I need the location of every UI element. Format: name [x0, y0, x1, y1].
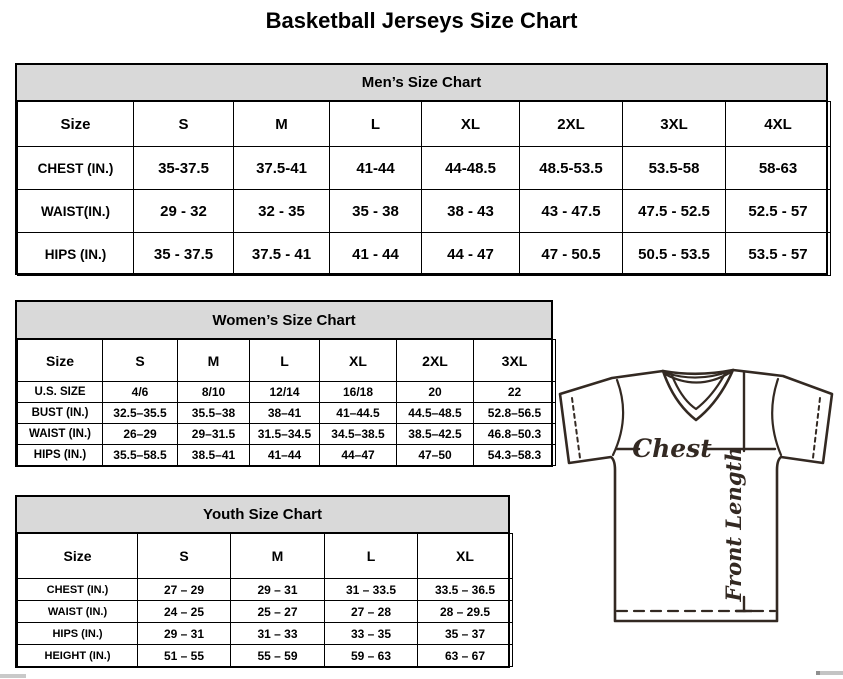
- column-header: XL: [422, 102, 520, 147]
- table-cell: 20: [397, 382, 474, 403]
- table-cell: 58-63: [726, 147, 831, 190]
- table-row: [18, 579, 513, 601]
- womens-size-chart: [15, 300, 553, 467]
- table-cell: 38.5–41: [178, 445, 250, 466]
- table-cell: 28 – 29.5: [418, 601, 513, 623]
- table-cell: 44-48.5: [422, 147, 520, 190]
- row-label: U.S. SIZE: [18, 382, 103, 403]
- table-row: [18, 601, 513, 623]
- size-header-row: [18, 340, 556, 382]
- table-cell: 26–29: [103, 424, 178, 445]
- column-header: S: [134, 102, 234, 147]
- table-cell: 32.5–35.5: [103, 403, 178, 424]
- mens-chart-table: [17, 101, 831, 276]
- table-cell: 31 – 33.5: [325, 579, 418, 601]
- table-cell: 27 – 29: [138, 579, 231, 601]
- table-cell: 52.8–56.5: [474, 403, 556, 424]
- row-label: WAIST(IN.): [18, 190, 134, 233]
- jersey-measurement-diagram: [553, 353, 843, 631]
- table-cell: 43 - 47.5: [520, 190, 623, 233]
- column-header: XL: [320, 340, 397, 382]
- table-cell: 47–50: [397, 445, 474, 466]
- table-cell: 38–41: [250, 403, 320, 424]
- table-cell: 29 – 31: [138, 623, 231, 645]
- table-row: [18, 147, 831, 190]
- column-header: 3XL: [474, 340, 556, 382]
- chest-label: Chest: [632, 434, 712, 463]
- table-cell: 53.5-58: [623, 147, 726, 190]
- table-cell: 46.8–50.3: [474, 424, 556, 445]
- table-cell: 22: [474, 382, 556, 403]
- row-label: HIPS (IN.): [18, 623, 138, 645]
- table-cell: 54.3–58.3: [474, 445, 556, 466]
- table-cell: 16/18: [320, 382, 397, 403]
- table-cell: 32 - 35: [234, 190, 330, 233]
- table-cell: 41–44.5: [320, 403, 397, 424]
- column-header: L: [330, 102, 422, 147]
- mens-chart-title: Men’s Size Chart: [17, 65, 826, 101]
- table-cell: 4/6: [103, 382, 178, 403]
- right-armhole-seam: [772, 379, 781, 455]
- row-label: BUST (IN.): [18, 403, 103, 424]
- column-header: Size: [18, 534, 138, 579]
- table-cell: 48.5-53.5: [520, 147, 623, 190]
- youth-chart-table: [17, 533, 513, 667]
- left-armhole-seam: [613, 380, 623, 455]
- table-cell: 29–31.5: [178, 424, 250, 445]
- column-header: 2XL: [397, 340, 474, 382]
- table-cell: 31 – 33: [231, 623, 325, 645]
- table-cell: 47 - 50.5: [520, 233, 623, 276]
- window-edge-fragment-right: [816, 671, 843, 675]
- table-cell: 50.5 - 53.5: [623, 233, 726, 276]
- size-header-row: [18, 102, 831, 147]
- table-cell: 24 – 25: [138, 601, 231, 623]
- table-cell: 47.5 - 52.5: [623, 190, 726, 233]
- table-cell: 29 – 31: [231, 579, 325, 601]
- column-header: XL: [418, 534, 513, 579]
- column-header: M: [234, 102, 330, 147]
- table-cell: 44–47: [320, 445, 397, 466]
- table-cell: 29 - 32: [134, 190, 234, 233]
- column-header: 3XL: [623, 102, 726, 147]
- table-cell: 37.5 - 41: [234, 233, 330, 276]
- window-edge-fragment-left: [0, 674, 26, 678]
- size-header-row: [18, 534, 513, 579]
- column-header: S: [103, 340, 178, 382]
- column-header: Size: [18, 102, 134, 147]
- table-cell: 37.5-41: [234, 147, 330, 190]
- column-header: M: [231, 534, 325, 579]
- table-cell: 33.5 – 36.5: [418, 579, 513, 601]
- youth-size-chart: [15, 495, 510, 668]
- column-header: Size: [18, 340, 103, 382]
- table-cell: 44.5–48.5: [397, 403, 474, 424]
- table-cell: 35 – 37: [418, 623, 513, 645]
- table-cell: 63 – 67: [418, 645, 513, 667]
- table-cell: 35.5–58.5: [103, 445, 178, 466]
- row-label: WAIST (IN.): [18, 424, 103, 445]
- column-header: L: [250, 340, 320, 382]
- table-row: [18, 190, 831, 233]
- table-cell: 35.5–38: [178, 403, 250, 424]
- table-cell: 55 – 59: [231, 645, 325, 667]
- row-label: HIPS (IN.): [18, 233, 134, 276]
- table-row: [18, 645, 513, 667]
- table-cell: 35 - 37.5: [134, 233, 234, 276]
- left-cuff-stitch-line: [572, 398, 580, 458]
- table-cell: 51 – 55: [138, 645, 231, 667]
- table-row: [18, 403, 556, 424]
- womens-chart-title: Women’s Size Chart: [17, 302, 551, 339]
- column-header: L: [325, 534, 418, 579]
- table-cell: 33 – 35: [325, 623, 418, 645]
- column-header: M: [178, 340, 250, 382]
- right-cuff-stitch-line: [813, 398, 820, 458]
- row-label: WAIST (IN.): [18, 601, 138, 623]
- table-cell: 38.5–42.5: [397, 424, 474, 445]
- column-header: 2XL: [520, 102, 623, 147]
- table-cell: 59 – 63: [325, 645, 418, 667]
- youth-chart-title: Youth Size Chart: [17, 497, 508, 533]
- table-cell: 53.5 - 57: [726, 233, 831, 276]
- mens-size-chart: [15, 63, 828, 275]
- table-cell: 38 - 43: [422, 190, 520, 233]
- table-row: [18, 623, 513, 645]
- womens-chart-table: [17, 339, 556, 466]
- column-header: S: [138, 534, 231, 579]
- table-row: [18, 233, 831, 276]
- table-row: [18, 424, 556, 445]
- table-cell: 12/14: [250, 382, 320, 403]
- table-row: [18, 382, 556, 403]
- table-cell: 27 – 28: [325, 601, 418, 623]
- table-cell: 8/10: [178, 382, 250, 403]
- row-label: HEIGHT (IN.): [18, 645, 138, 667]
- row-label: CHEST (IN.): [18, 579, 138, 601]
- table-cell: 41–44: [250, 445, 320, 466]
- table-cell: 44 - 47: [422, 233, 520, 276]
- table-cell: 34.5–38.5: [320, 424, 397, 445]
- row-label: CHEST (IN.): [18, 147, 134, 190]
- front-length-label: Front Length: [721, 446, 746, 602]
- table-cell: 41-44: [330, 147, 422, 190]
- table-cell: 31.5–34.5: [250, 424, 320, 445]
- table-cell: 35-37.5: [134, 147, 234, 190]
- page-title: Basketball Jerseys Size Chart: [265, 8, 578, 33]
- table-cell: 25 – 27: [231, 601, 325, 623]
- table-cell: 41 - 44: [330, 233, 422, 276]
- column-header: 4XL: [726, 102, 831, 147]
- table-cell: 35 - 38: [330, 190, 422, 233]
- table-cell: 52.5 - 57: [726, 190, 831, 233]
- table-row: [18, 445, 556, 466]
- row-label: HIPS (IN.): [18, 445, 103, 466]
